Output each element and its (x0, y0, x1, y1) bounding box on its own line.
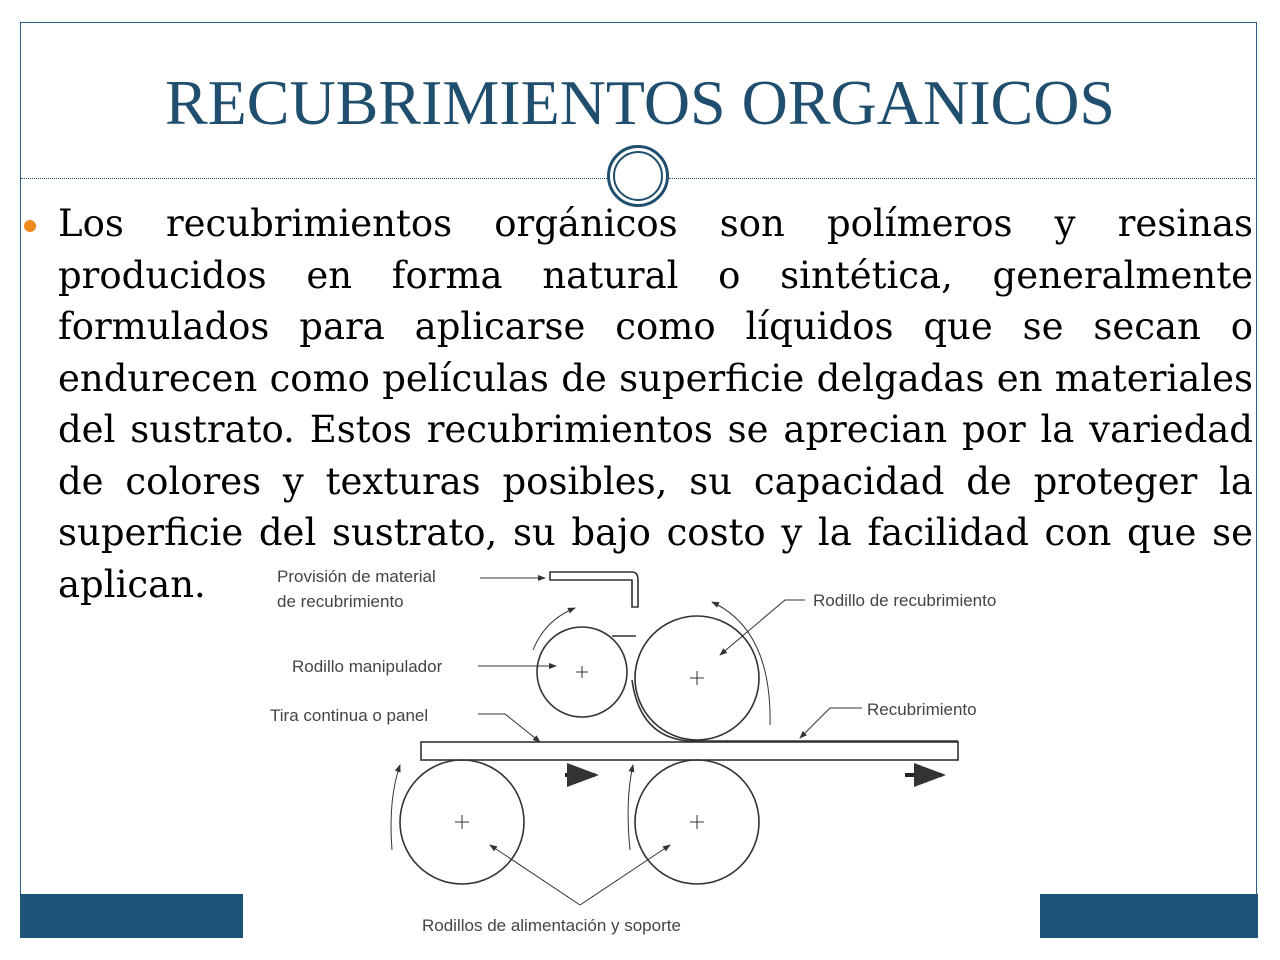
title-divider-right (669, 178, 1257, 179)
label-feed-rollers: Rodillos de alimentación y soporte (422, 916, 681, 935)
bullet-icon (24, 220, 36, 232)
label-supply-line1: Provisión de material (277, 567, 436, 586)
supply-pipe (550, 572, 638, 607)
diagram-svg (243, 555, 1040, 945)
slide-title: RECUBRIMIENTOS ORGANICOS (164, 67, 1116, 138)
body-paragraph: Los recubrimientos orgánicos son polímeros y resinas producidos en forma natural o sintética, generalmente formulados para aplicarse como líquidos que se secan o endurecen como películas de superficie delgadas en materiales del sustrato. Estos recubrimientos se aprecian por la variedad de colores y texturas posibles, su capacidad de proteger la superficie del sustrato, su bajo costo y la facilidad con que se aplican. (58, 202, 1253, 606)
strip (421, 742, 958, 760)
footer-bar-left (20, 894, 243, 938)
footer-bar-right (1040, 894, 1258, 938)
roll-coating-diagram (243, 555, 1040, 945)
label-coating-roller: Rodillo de recubrimiento (813, 591, 997, 610)
label-supply-line2: de recubrimiento (277, 592, 404, 611)
title-divider-left (21, 178, 607, 179)
label-handling-roller: Rodillo manipulador (292, 657, 443, 676)
label-strip: Tira continua o panel (270, 706, 429, 725)
label-coating: Recubrimiento (867, 700, 977, 719)
